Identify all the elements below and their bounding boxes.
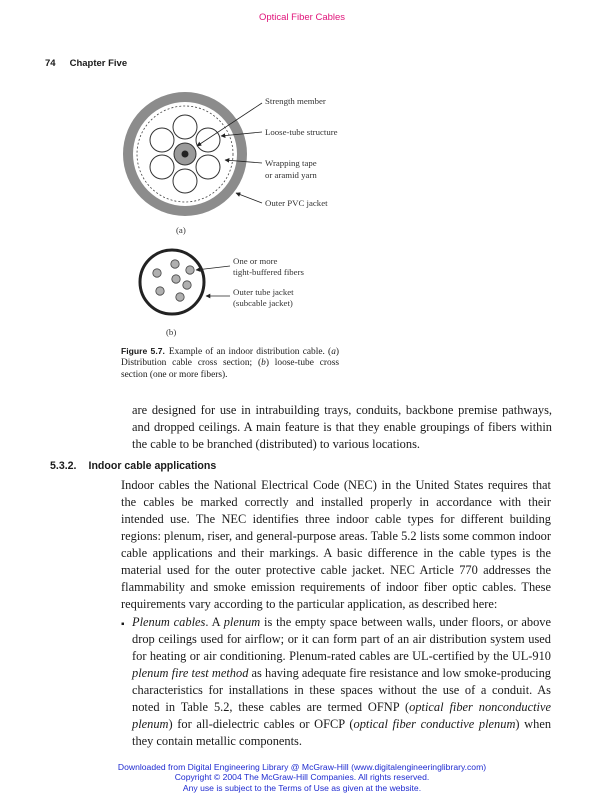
footer-terms: Any use is subject to the Terms of Use as given at the website. (182, 782, 422, 793)
chapter-title: Chapter Five (69, 58, 128, 69)
caption-tag-b: b (261, 358, 266, 369)
cable-b-cross-section (140, 250, 204, 314)
label-wrapping-tape: Wrapping tape (265, 158, 317, 168)
bullet-text: ) when they contain metallic components. (132, 717, 552, 748)
bullet-text: is the empty space between walls, under floors, or above drop ceilings used for airflow; or it can form part of an air distribution system used for heating or air conditioning. Plenum-rated cables are UL-certified by the UL-910 (132, 615, 552, 663)
section-heading (50, 460, 216, 472)
figure-5-7 (0, 0, 604, 345)
label-one-or-more: One or more (233, 256, 278, 266)
tight-buffered-fiber (186, 266, 194, 274)
figure-label: Figure 5.7. (121, 346, 165, 356)
caption-text: ) loose-tube cross section (one or more fibers). (121, 358, 339, 380)
caption-text: ) Distribution cable cross section; ( (121, 347, 339, 369)
arrow-outer-jacket (236, 193, 262, 203)
section-title: Indoor cable applications (88, 460, 217, 472)
tight-buffered-fiber (156, 287, 164, 295)
tight-buffered-fiber (176, 293, 184, 301)
label-subcable-jacket: (subcable jacket) (233, 298, 293, 308)
strength-member-core (182, 151, 189, 158)
label-outer-pvc: Outer PVC jacket (265, 198, 328, 208)
label-loose-tube: Loose-tube structure (265, 127, 338, 137)
bullet-text: ) for all-dielectric cables or OFCP ( (168, 717, 354, 731)
term-ofcp: optical fiber conductive plenum (353, 717, 516, 731)
cable-a-cross-section (123, 92, 247, 216)
footer-copyright: Copyright © 2004 The McGraw-Hill Companies. All rights reserved. (174, 772, 430, 783)
figure-tag-b: (b) (166, 327, 177, 337)
loose-tube (196, 155, 220, 179)
term-plenum-cables: Plenum cables (132, 615, 206, 629)
tight-buffered-fiber (172, 275, 180, 283)
caption-tag-a: a (331, 347, 336, 357)
loose-tube (150, 128, 174, 152)
page-number: 74 (45, 58, 56, 69)
figure-caption (121, 346, 339, 381)
tight-buffered-fiber (171, 260, 179, 268)
loose-tube (196, 128, 220, 152)
label-tight-buffered: tight-buffered fibers (233, 267, 304, 277)
continuation-paragraph: are designed for use in intrabuilding trays, conduits, backbone premise pathways, and dropped ceilings. A main feature is that they enable groupings of fibers within the cable to be branched (distributed) to various locations. (132, 403, 552, 451)
footer (0, 762, 604, 793)
label-strength-member: Strength member (265, 96, 326, 106)
loose-tube (173, 115, 197, 139)
term-plenum: plenum (223, 615, 261, 629)
section-number: 5.3.2. (50, 460, 77, 472)
bullet-marker: ▪ (121, 619, 125, 630)
tight-buffered-fiber (153, 269, 161, 277)
label-aramid-yarn: or aramid yarn (265, 170, 317, 180)
bullet-text: as having adequate fire resistance and low smoke-producing characteristics for installations in these spaces without the use of a conduit. As noted in Table 5.2, these cables are termed OFNP ( (132, 666, 551, 714)
caption-text: Example of an indoor distribution cable. ( (168, 347, 332, 357)
body-paragraph: Indoor cables the National Electrical Code (NEC) in the United States requires that the cables be marked correctly and installed properly in accordance with their intended use. The NEC identifies three indoor cable types for different building regions: plenum, riser, and general-purpose areas. Table 5.2 lists some common indoor cable applications and their markings. A basic difference in the cable types is the material used for the outer protective cable jacket. NEC Article 770 addresses the flammability and smoke emission requirements of indoor fiber optic cables. These requirements vary according to the particular application, as described here: (121, 478, 551, 611)
outer-tube-jacket (140, 250, 204, 314)
footer-download-link[interactable]: Downloaded from Digital Engineering Library @ McGraw-Hill (www.digitalengineeringlibrary.com) (117, 762, 487, 772)
header-link[interactable]: Optical Fiber Cables (258, 12, 346, 23)
bullet-text: . A (205, 615, 224, 629)
tight-buffered-fiber (183, 281, 191, 289)
figure-tag-a: (a) (176, 225, 186, 235)
label-outer-tube-jacket: Outer tube jacket (233, 287, 294, 297)
loose-tube (173, 169, 197, 193)
loose-tube (150, 155, 174, 179)
bullet-paragraph (132, 614, 551, 750)
term-fire-test: plenum fire test method (132, 666, 249, 680)
term-ofnp: optical fiber nonconductive plenum (132, 700, 551, 731)
